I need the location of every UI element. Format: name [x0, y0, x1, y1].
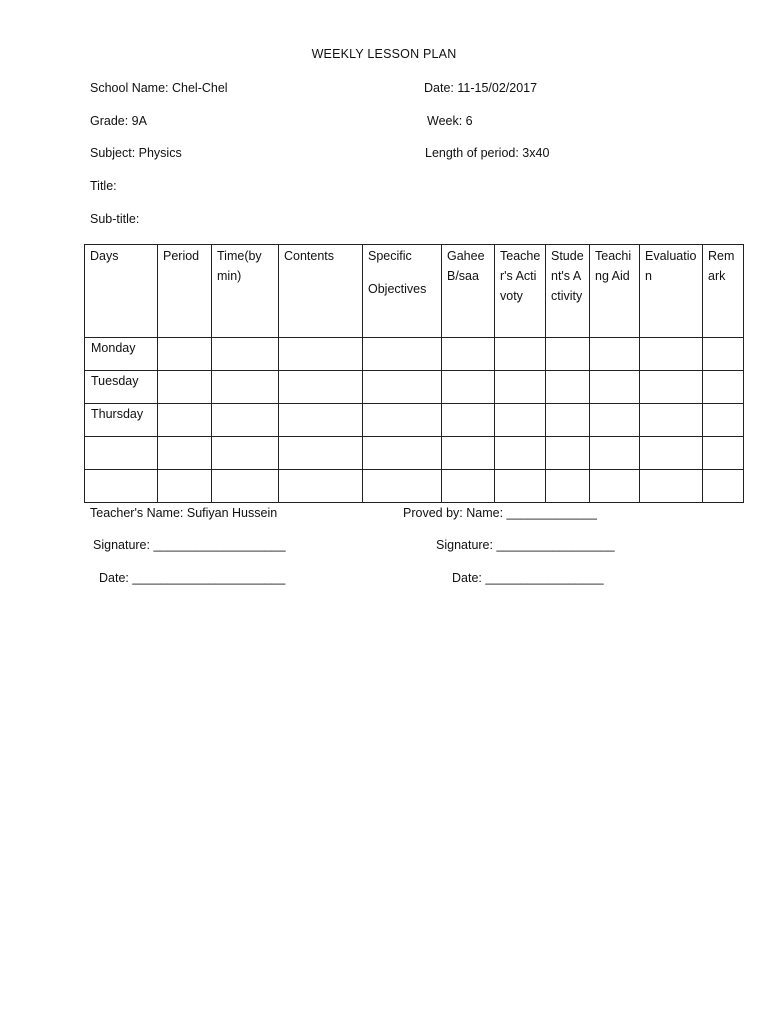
table-cell	[212, 437, 279, 470]
page-title: WEEKLY LESSON PLAN	[311, 47, 457, 61]
table-cell	[546, 338, 590, 371]
table-cell	[640, 470, 703, 503]
column-header-remark: Remark	[703, 245, 744, 338]
grade: Grade: 9A	[90, 114, 147, 128]
subtitle-label: Sub-title:	[90, 212, 140, 226]
day-cell	[85, 437, 158, 470]
table-cell	[212, 404, 279, 437]
table-cell	[703, 437, 744, 470]
table-row	[85, 371, 744, 404]
column-header-gahee-bsaa: Gahee B/saa	[442, 245, 495, 338]
teacher-date: Date: ______________________	[99, 571, 286, 585]
table-cell	[640, 404, 703, 437]
table-cell	[546, 404, 590, 437]
column-header-time: Time(by min)	[212, 245, 279, 338]
school-name: School Name: Chel-Chel	[90, 81, 228, 95]
approver-date: Date: _________________	[452, 571, 604, 585]
table-cell	[640, 338, 703, 371]
lesson-plan-table	[84, 244, 744, 503]
day-cell: Monday	[85, 338, 158, 371]
column-header-days: Days	[85, 245, 158, 338]
day-cell: Tuesday	[85, 371, 158, 404]
table-cell	[590, 437, 640, 470]
table-cell	[640, 437, 703, 470]
table-header-row	[85, 245, 744, 338]
table-cell	[212, 338, 279, 371]
table-row	[85, 338, 744, 371]
table-cell	[703, 338, 744, 371]
table-cell	[442, 338, 495, 371]
table-cell	[495, 371, 546, 404]
table-cell	[546, 371, 590, 404]
column-header-evaluation: Evaluation	[640, 245, 703, 338]
table-cell	[363, 404, 442, 437]
table-cell	[212, 470, 279, 503]
table-cell	[279, 338, 363, 371]
table-cell	[158, 470, 212, 503]
table-cell	[590, 371, 640, 404]
table-cell	[442, 404, 495, 437]
table-cell	[590, 404, 640, 437]
table-cell	[703, 371, 744, 404]
column-header-teaching-aid: Teaching Aid	[590, 245, 640, 338]
table-cell	[495, 338, 546, 371]
table-cell	[279, 404, 363, 437]
table-cell	[546, 470, 590, 503]
table-cell	[495, 470, 546, 503]
proved-by-name: Proved by: Name: _____________	[403, 506, 597, 520]
length-of-period: Length of period: 3x40	[425, 146, 550, 160]
table-cell	[158, 338, 212, 371]
column-header-teachers-activity: Teacher's Activoty	[495, 245, 546, 338]
table-cell	[158, 404, 212, 437]
column-header-students-activity: Student's Activity	[546, 245, 590, 338]
week: Week: 6	[427, 114, 473, 128]
subject: Subject: Physics	[90, 146, 182, 160]
teacher-name: Teacher's Name: Sufiyan Hussein	[90, 506, 278, 520]
table-cell	[442, 371, 495, 404]
date-field: Date: 11-15/02/2017	[424, 81, 538, 95]
table-row	[85, 437, 744, 470]
table-cell	[363, 470, 442, 503]
table-cell	[363, 338, 442, 371]
table-cell	[363, 437, 442, 470]
table-cell	[546, 437, 590, 470]
table-cell	[590, 470, 640, 503]
table-cell	[495, 404, 546, 437]
table-cell	[363, 371, 442, 404]
table-cell	[442, 470, 495, 503]
table-cell	[703, 404, 744, 437]
table-row	[85, 404, 744, 437]
table-cell	[590, 338, 640, 371]
table-cell	[640, 371, 703, 404]
table-cell	[158, 437, 212, 470]
table-cell	[495, 437, 546, 470]
table-cell	[279, 371, 363, 404]
table-cell	[703, 470, 744, 503]
title-label: Title:	[90, 179, 117, 193]
table-cell	[279, 437, 363, 470]
teacher-signature: Signature: ___________________	[93, 538, 286, 552]
table-cell	[279, 470, 363, 503]
column-header-contents: Contents	[279, 245, 363, 338]
approver-signature: Signature: _________________	[436, 538, 615, 552]
column-header-period: Period	[158, 245, 212, 338]
table-cell	[442, 437, 495, 470]
day-cell	[85, 470, 158, 503]
column-header-specific-objectives: Specific Objectives	[363, 245, 442, 338]
table-cell	[158, 371, 212, 404]
day-cell: Thursday	[85, 404, 158, 437]
table-row	[85, 470, 744, 503]
table-cell	[212, 371, 279, 404]
